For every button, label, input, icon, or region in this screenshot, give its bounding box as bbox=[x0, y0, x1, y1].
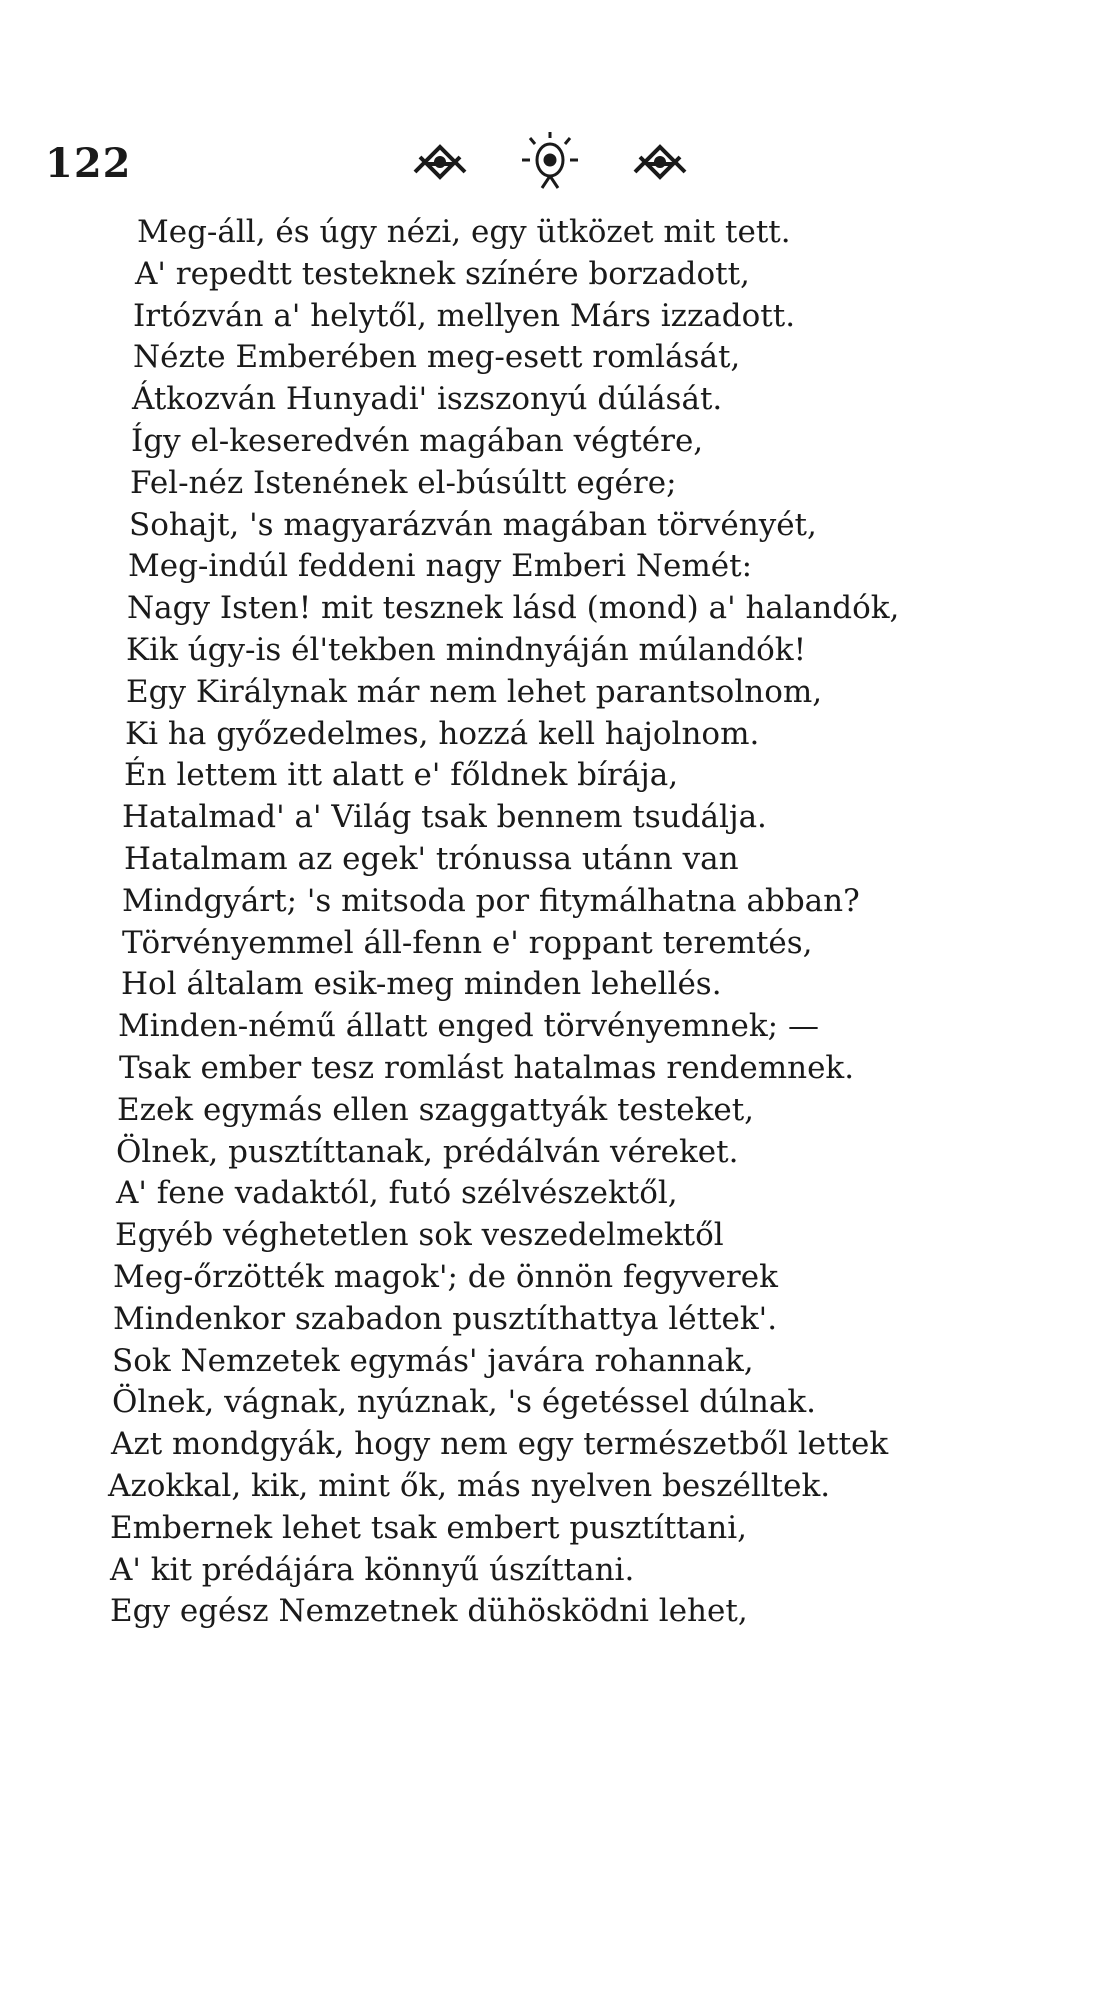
poem-line: Kik úgy-is él'tekben mindnyáján múlandók! bbox=[126, 631, 807, 668]
poem-line: Sok Nemzetek egymás' javára rohannak, bbox=[112, 1342, 754, 1379]
right-flourish-icon bbox=[635, 147, 685, 177]
poem-line: Ölnek, vágnak, nyúznak, 's égetéssel dúlnak. bbox=[112, 1384, 816, 1421]
poem-line: Sohajt, 's magyarázván magában törvényét, bbox=[129, 506, 817, 543]
poem-line: Törvényemmel áll-fenn e' roppant teremtés, bbox=[122, 924, 813, 961]
poem-line: A' kit prédájára könnyű úszíttani. bbox=[110, 1551, 635, 1588]
center-sunburst-icon bbox=[522, 132, 578, 188]
poem-line: Meg-őrzötték magok'; de önnön fegyverek bbox=[113, 1258, 778, 1295]
poem-line: Hatalmam az egek' trónussa utánn van bbox=[124, 840, 739, 877]
poem-line: A' repedtt testeknek színére borzadott, bbox=[135, 255, 750, 292]
poem-line: Mindenkor szabadon pusztíthattya léttek'. bbox=[113, 1300, 778, 1337]
poem-line: Azokkal, kik, mint ők, más nyelven beszélltek. bbox=[108, 1467, 831, 1504]
poem-line: Egy egész Nemzetnek dühösködni lehet, bbox=[110, 1593, 748, 1630]
poem-line: A' fene vadaktól, futó szélvészektől, bbox=[116, 1175, 678, 1212]
poem-line: Meg-indúl feddeni nagy Emberi Nemét: bbox=[128, 548, 753, 585]
poem-line: Mindgyárt; 's mitsoda por fitymálhatna abban? bbox=[122, 882, 860, 919]
poem-line: Én lettem itt alatt e' főldnek bírája, bbox=[124, 757, 679, 794]
left-flourish-icon bbox=[415, 147, 465, 177]
poem-text bbox=[0, 212, 1115, 1633]
poem-line: Ezek egymás ellen szaggattyák testeket, bbox=[117, 1091, 755, 1128]
poem-line: Azt mondgyák, hogy nem egy természetből lettek bbox=[111, 1426, 889, 1463]
poem-line: Meg-áll, és úgy nézi, egy ütközet mit tett. bbox=[137, 214, 791, 250]
poem-line: Hatalmad' a' Világ tsak bennem tsudálja. bbox=[122, 799, 767, 836]
poem-line: Nézte Emberében meg-esett romlását, bbox=[133, 339, 741, 376]
poem-line: Embernek lehet tsak embert pusztíttani, bbox=[110, 1509, 747, 1546]
poem-line: Egyéb véghetetlen sok veszedelmektől bbox=[115, 1217, 724, 1254]
poem-line: Tsak ember tesz romlást hatalmas rendemnek. bbox=[119, 1049, 855, 1086]
poem-line: Fel-néz Istenének el-búsúltt egére; bbox=[130, 464, 677, 501]
poem-line: Egy Királynak már nem lehet parantsolnom, bbox=[126, 673, 823, 710]
ornament-divider-icon bbox=[410, 132, 690, 192]
poem-line: Ölnek, pusztíttanak, prédálván véreket. bbox=[116, 1133, 739, 1170]
poem-line: Ki ha győzedelmes, hozzá kell hajolnom. bbox=[125, 715, 760, 752]
poem-line: Nagy Isten! mit tesznek lásd (mond) a' halandók, bbox=[127, 590, 900, 627]
poem-line: Átkozván Hunyadi' iszszonyú dúlását. bbox=[132, 381, 723, 418]
poem-line: Irtózván a' helytől, mellyen Márs izzadott. bbox=[133, 297, 796, 334]
poem-line: Így el-keseredvén magában végtére, bbox=[131, 422, 704, 459]
poem-line: Hol általam esik-meg minden lehellés. bbox=[121, 966, 722, 1003]
page-number: 122 bbox=[45, 140, 132, 187]
poem-line: Minden-némű állatt enged törvényemnek; — bbox=[118, 1008, 819, 1045]
